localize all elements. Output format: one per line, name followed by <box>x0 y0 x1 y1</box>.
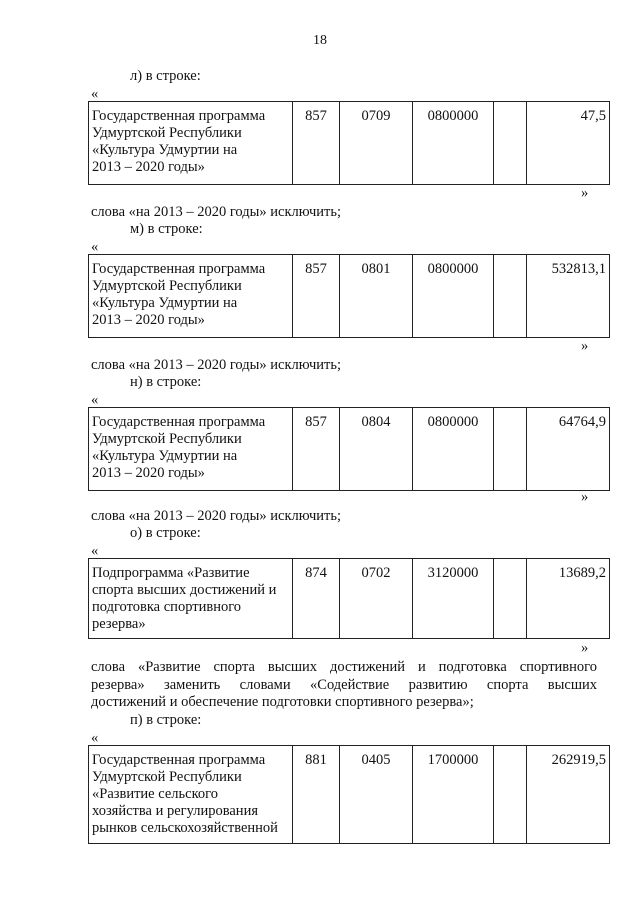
expense-type-cell <box>494 746 527 844</box>
row-name-line: Подпрограмма «Развитие <box>92 565 250 581</box>
open-quote: « <box>91 392 99 408</box>
row-name-cell <box>89 102 293 185</box>
target-code-cell: 0800000 <box>413 255 494 338</box>
row-name-line: Государственная программа <box>92 414 266 430</box>
section-code-cell: 0702 <box>340 559 413 639</box>
section-intro-l: л) в строке: <box>130 68 201 84</box>
row-name-line: Государственная программа <box>92 752 266 768</box>
budget-row-table <box>88 254 610 338</box>
expense-type-cell <box>494 255 527 338</box>
target-code-cell: 0800000 <box>413 102 494 185</box>
row-name-cell <box>89 746 293 844</box>
row-name-line: спорта высших достижений и <box>92 582 277 598</box>
open-quote: « <box>91 86 99 102</box>
section-intro-m: м) в строке: <box>130 221 203 237</box>
row-name-line: «Культура Удмуртии на <box>92 142 238 158</box>
row-name-line: Государственная программа <box>92 261 266 277</box>
target-code-cell: 3120000 <box>413 559 494 639</box>
section-code-cell: 0709 <box>340 102 413 185</box>
section-code-cell: 0801 <box>340 255 413 338</box>
amount-cell: 13689,2 <box>527 559 610 639</box>
row-name-line: 2013 – 2020 годы» <box>92 159 205 175</box>
row-name-line: «Культура Удмуртии на <box>92 448 238 464</box>
row-name-line: Удмуртской Республики <box>92 431 242 447</box>
close-quote: » <box>581 640 589 656</box>
replacement-text-line: резерва» заменить словами «Содействие развитию спорта высших <box>91 677 597 693</box>
close-quote: » <box>581 489 589 505</box>
target-code-cell: 0800000 <box>413 408 494 491</box>
budget-row-table <box>88 558 610 639</box>
row-name-line: Государственная программа <box>92 108 266 124</box>
row-name-cell <box>89 559 293 639</box>
open-quote: « <box>91 543 99 559</box>
row-name-line: 2013 – 2020 годы» <box>92 465 205 481</box>
section-after-text: слова «на 2013 – 2020 годы» исключить; <box>91 204 342 220</box>
amount-cell: 47,5 <box>527 102 610 185</box>
expense-type-cell <box>494 102 527 185</box>
row-name-line: хозяйства и регулирования <box>92 803 258 819</box>
section-intro-p: п) в строке: <box>130 712 202 728</box>
section-intro-n: н) в строке: <box>130 374 202 390</box>
row-name-line: резерва» <box>92 616 146 632</box>
ministry-code-cell: 881 <box>293 746 340 844</box>
row-name-line: Удмуртской Республики <box>92 125 242 141</box>
close-quote: » <box>581 338 589 354</box>
replacement-text-line: слова «Развитие спорта высших достижений и подготовка спортивного <box>91 659 597 675</box>
expense-type-cell <box>494 559 527 639</box>
open-quote: « <box>91 730 99 746</box>
row-name-line: 2013 – 2020 годы» <box>92 312 205 328</box>
budget-row-table <box>88 745 610 844</box>
close-quote: » <box>581 185 589 201</box>
ministry-code-cell: 857 <box>293 102 340 185</box>
section-intro-o: о) в строке: <box>130 525 201 541</box>
row-name-cell <box>89 408 293 491</box>
ministry-code-cell: 874 <box>293 559 340 639</box>
amount-cell: 64764,9 <box>527 408 610 491</box>
target-code-cell: 1700000 <box>413 746 494 844</box>
row-name-line: Удмуртской Республики <box>92 278 242 294</box>
replacement-text-line: достижений и обеспечение подготовки спортивного резерва»; <box>91 694 474 710</box>
row-name-line: Удмуртской Республики <box>92 769 242 785</box>
budget-row-table <box>88 407 610 491</box>
open-quote: « <box>91 239 99 255</box>
ministry-code-cell: 857 <box>293 255 340 338</box>
amount-cell: 532813,1 <box>527 255 610 338</box>
row-name-line: «Развитие сельского <box>92 786 218 802</box>
section-code-cell: 0804 <box>340 408 413 491</box>
row-name-line: рынков сельскохозяйственной <box>92 820 278 836</box>
row-name-line: «Культура Удмуртии на <box>92 295 238 311</box>
section-after-text: слова «на 2013 – 2020 годы» исключить; <box>91 508 342 524</box>
row-name-cell <box>89 255 293 338</box>
page-number: 18 <box>313 33 327 48</box>
ministry-code-cell: 857 <box>293 408 340 491</box>
budget-row-table <box>88 101 610 185</box>
expense-type-cell <box>494 408 527 491</box>
row-name-line: подготовка спортивного <box>92 599 242 615</box>
section-after-text: слова «на 2013 – 2020 годы» исключить; <box>91 357 342 373</box>
amount-cell: 262919,5 <box>527 746 610 844</box>
section-code-cell: 0405 <box>340 746 413 844</box>
